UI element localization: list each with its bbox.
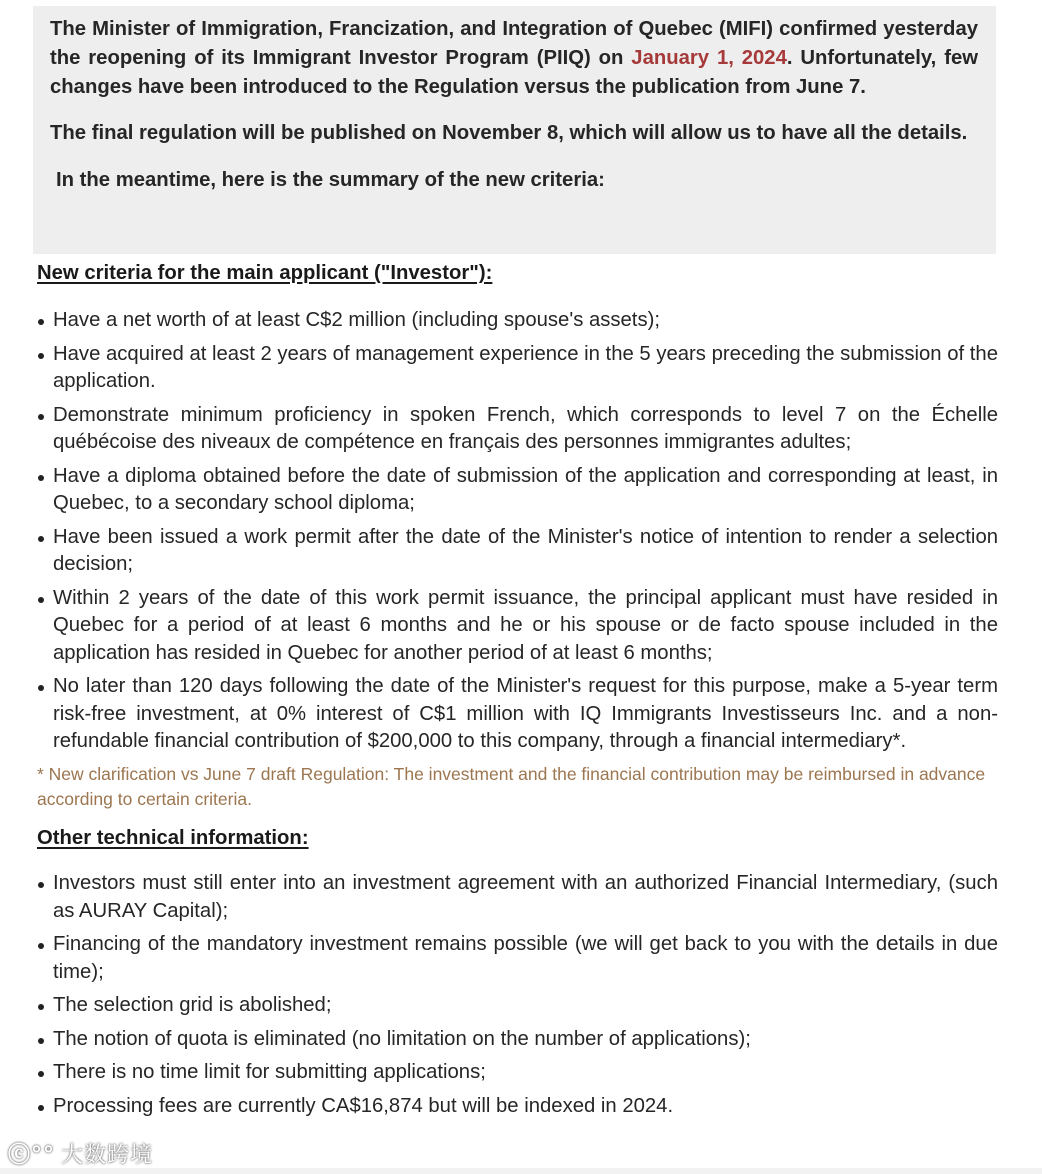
intro-text: The Minister of Immigration, Francization, and Integration of Quebec (MIFI) confirmed yesterday the reopening of its Immigrant Investor Program (PIIQ) on bbox=[50, 18, 978, 69]
intro-paragraph-2: The final regulation will be published on November 8, which will allow us to have all the details. bbox=[50, 122, 968, 145]
intro-paragraph-1 bbox=[50, 15, 978, 101]
list-item: There is no time limit for submitting applications; bbox=[33, 1059, 998, 1087]
list-item: Have a diploma obtained before the date of submission of the application and corresponding at least, in Quebec, to a secondary school diploma; bbox=[33, 463, 998, 518]
list-item: Have a net worth of at least C$2 million (including spouse's assets); bbox=[33, 307, 998, 335]
list-item: Investors must still enter into an investment agreement with an authorized Financial Intermediary, (such as AURAY Capital); bbox=[33, 870, 998, 925]
list-item: Demonstrate minimum proficiency in spoken French, which corresponds to level 7 on the Échelle québécoise des niveaux de compétence en français des personnes immigrantes adultes; bbox=[33, 402, 998, 457]
intro-paragraph-3: In the meantime, here is the summary of the new criteria: bbox=[56, 169, 605, 192]
list-item: The selection grid is abolished; bbox=[33, 992, 998, 1020]
list-item: No later than 120 days following the date of the Minister's request for this purpose, make a 5-year term risk-free investment, at 0% interest of C$1 million with IQ Immigrants Investisseurs Inc. and a non-refundable financial contribution of $200,000 to this company, through a financial intermediary*. bbox=[33, 673, 998, 756]
watermark-logo-icon: ⓒ°° bbox=[8, 1143, 56, 1168]
technical-info-list bbox=[33, 870, 998, 1120]
list-item: Have acquired at least 2 years of management experience in the 5 years preceding the submission of the application. bbox=[33, 341, 998, 396]
intro-box bbox=[33, 6, 996, 254]
intro-text-after: . Unfortunately, few changes have been introduced to the Regulation versus the publication from June 7. bbox=[50, 46, 979, 98]
watermark bbox=[8, 1138, 153, 1169]
list-item: The notion of quota is eliminated (no limitation on the number of applications); bbox=[33, 1026, 998, 1054]
section-heading-new-criteria: New criteria for the main applicant ("Investor"): bbox=[37, 262, 493, 284]
list-item: Processing fees are currently CA$16,874 but will be indexed in 2024. bbox=[33, 1093, 998, 1121]
section-heading-technical-info: Other technical information: bbox=[37, 827, 309, 849]
list-item: Financing of the mandatory investment remains possible (we will get back to you with the details in due time); bbox=[33, 931, 998, 986]
watermark-text: 大数跨境 bbox=[61, 1143, 154, 1168]
bottom-divider bbox=[0, 1168, 1042, 1174]
clarification-note: * New clarification vs June 7 draft Regulation: The investment and the financial contribution may be reimbursed in advance according to certain criteria. bbox=[37, 764, 986, 809]
reopening-date: January 1, 2024 bbox=[631, 46, 787, 69]
list-item: Within 2 years of the date of this work permit issuance, the principal applicant must have resided in Quebec for a period of at least 6 months and he or his spouse or de facto spouse included in the application has resided in Quebec for another period of at least 6 months; bbox=[33, 585, 998, 668]
list-item: Have been issued a work permit after the date of the Minister's notice of intention to render a selection decision; bbox=[33, 524, 998, 579]
new-criteria-list bbox=[33, 307, 998, 756]
